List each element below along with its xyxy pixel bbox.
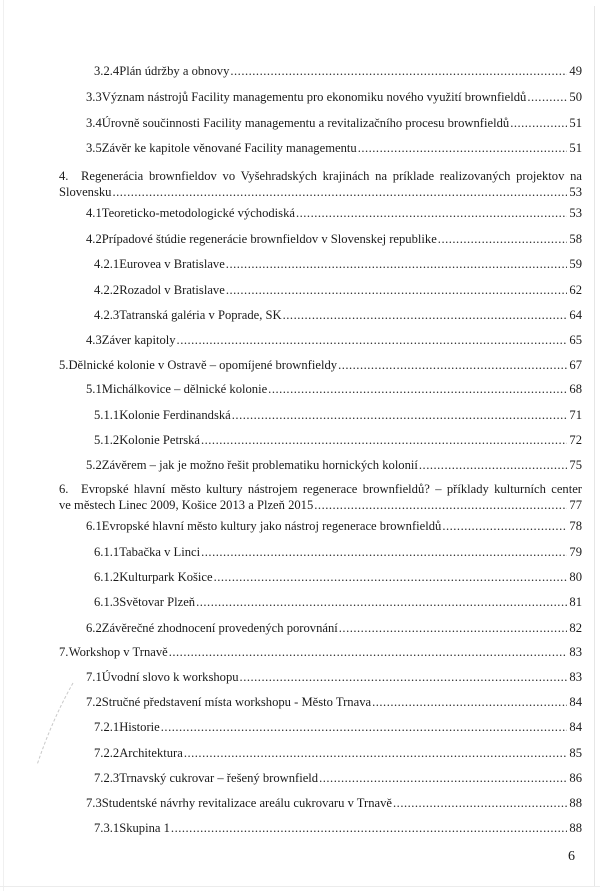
- toc-title: Závěrečné zhodnocení provedených porovnání: [101, 621, 338, 635]
- scan-edge-bottom: [0, 886, 600, 887]
- toc-page: 84: [569, 695, 582, 709]
- toc-title: Význam nástrojů Facility managementu pro ekonomiku nového využití brownfieldů: [101, 90, 527, 104]
- dot-leader: [527, 89, 567, 105]
- toc-number: 7.2.3: [94, 771, 120, 785]
- toc-number: 6.: [59, 482, 69, 496]
- toc-title: Úvodní slovo k workshopu: [101, 670, 239, 684]
- toc-title: Kolonie Petrská: [119, 433, 200, 447]
- toc-page: 88: [569, 821, 582, 835]
- dot-leader: [177, 332, 568, 348]
- toc-number: 7.2: [86, 695, 102, 709]
- dot-leader: [226, 256, 568, 272]
- toc-title: Rozadol v Bratislave: [119, 283, 225, 297]
- page-number: 6: [568, 849, 575, 864]
- dot-leader: [240, 669, 568, 685]
- toc-title: Regenerácia brownfieldov vo Vyšehradských krajinách na príklade realizovaných projektov na: [81, 169, 582, 183]
- dot-leader: [314, 497, 567, 513]
- toc-number: 6.1.3: [94, 595, 120, 609]
- toc-number: 7.2.1: [94, 720, 120, 734]
- dot-leader: [338, 357, 567, 373]
- toc-page: 71: [569, 408, 582, 422]
- dot-leader: [283, 307, 568, 323]
- toc-page: 85: [569, 746, 582, 760]
- toc-page: 81: [569, 595, 582, 609]
- dot-leader: [226, 282, 568, 298]
- dot-leader: [268, 381, 567, 397]
- toc-title-continued: Slovensku: [59, 185, 112, 199]
- toc-page: 75: [569, 458, 582, 472]
- dot-leader: [171, 820, 567, 836]
- toc-title: Plán údržby a obnovy: [119, 64, 230, 78]
- toc-page: 51: [569, 141, 582, 155]
- toc-number: 5.: [59, 358, 69, 372]
- toc-page: 77: [569, 498, 582, 512]
- toc-page: 58: [569, 232, 582, 246]
- toc-page: 88: [569, 796, 582, 810]
- toc-number: 3.5: [86, 141, 102, 155]
- dot-leader: [393, 795, 567, 811]
- toc-title: Evropské hlavní město kultury nástrojem regenerace brownfieldů? – příklady kulturních center: [81, 482, 582, 496]
- dot-leader: [339, 620, 568, 636]
- toc-title: Eurovea v Bratislave: [119, 257, 225, 271]
- toc-number: 7.: [59, 645, 69, 659]
- toc-page: 51: [569, 116, 582, 130]
- toc-title: Tatranská galéria v Poprade, SK: [119, 308, 282, 322]
- toc-number: 5.1.1: [94, 408, 120, 422]
- toc-page: 59: [569, 257, 582, 271]
- toc-page: 84: [569, 720, 582, 734]
- dot-leader: [296, 205, 567, 221]
- toc-page: 67: [569, 358, 582, 372]
- dot-leader: [169, 644, 568, 660]
- toc-page: 80: [569, 570, 582, 584]
- toc-title: Kulturpark Košice: [119, 570, 213, 584]
- dot-leader: [358, 140, 568, 156]
- toc-title: Evropské hlavní město kultury jako nástroj regenerace brownfieldů: [101, 519, 442, 533]
- toc-number: 5.1.2: [94, 433, 120, 447]
- toc-number: 4.: [59, 169, 69, 183]
- toc-number: 4.1: [86, 206, 102, 220]
- dot-leader: [232, 407, 568, 423]
- toc-title: Úrovně součinnosti Facility managementu a revitalizačního procesu brownfieldů: [101, 116, 510, 130]
- toc-title: Michálkovice – dělnické kolonie: [101, 382, 268, 396]
- toc-number: 4.2.1: [94, 257, 120, 271]
- toc-title: Teoreticko-metodologické východiská: [101, 206, 295, 220]
- dot-leader: [372, 694, 567, 710]
- toc-title: Studentské návrhy revitalizace areálu cukrovaru v Trnavě: [101, 796, 393, 810]
- toc-title: Workshop v Trnavě: [68, 645, 168, 659]
- toc-number: 5.1: [86, 382, 102, 396]
- toc-title-continued: ve městech Linec 2009, Košice 2013 a Plzeň 2015: [59, 498, 314, 512]
- toc-number: 4.2: [86, 232, 102, 246]
- toc-page: 78: [569, 519, 582, 533]
- toc-number: 6.1: [86, 519, 102, 533]
- dot-leader: [214, 569, 568, 585]
- dot-leader: [230, 63, 567, 79]
- toc-number: 6.1.2: [94, 570, 120, 584]
- toc-number: 7.2.2: [94, 746, 120, 760]
- toc-number: 7.3: [86, 796, 102, 810]
- toc-page: 50: [569, 90, 582, 104]
- toc-number: 4.2.3: [94, 308, 120, 322]
- toc-page: 83: [569, 645, 582, 659]
- scan-edge-left: [3, 0, 4, 891]
- toc-title: Kolonie Ferdinandská: [119, 408, 231, 422]
- toc-title: Záver kapitoly: [101, 333, 176, 347]
- toc-number: 4.3: [86, 333, 102, 347]
- toc-title: Tabačka v Linci: [119, 545, 201, 559]
- toc-title: Prípadové štúdie regenerácie brownfieldov v Slovenskej republike: [101, 232, 437, 246]
- toc-title: Světovar Plzeň: [119, 595, 196, 609]
- toc-page: 62: [569, 283, 582, 297]
- dot-leader: [319, 770, 567, 786]
- dot-leader: [196, 594, 567, 610]
- dot-leader: [510, 115, 567, 131]
- toc-title: Skupina 1: [119, 821, 170, 835]
- toc-page: 82: [569, 621, 582, 635]
- dot-leader: [419, 457, 568, 473]
- toc-title: Historie: [119, 720, 160, 734]
- toc-page: 72: [569, 433, 582, 447]
- dot-leader: [161, 719, 568, 735]
- toc-title: Stručné představení místa workshopu - Město Trnava: [101, 695, 372, 709]
- toc-number: 5.2: [86, 458, 102, 472]
- toc-page: 53: [569, 185, 582, 199]
- toc-page: 68: [569, 382, 582, 396]
- toc-page: 86: [569, 771, 582, 785]
- dot-leader: [112, 184, 567, 200]
- toc-page: 79: [569, 545, 582, 559]
- toc-title: Závěr ke kapitole věnované Facility managementu: [101, 141, 357, 155]
- toc-number: 7.1: [86, 670, 102, 684]
- dot-leader: [442, 518, 567, 534]
- toc-number: 3.4: [86, 116, 102, 130]
- toc-title: Závěrem – jak je možno řešit problematiku hornických kolonií: [101, 458, 418, 472]
- toc-page: 65: [569, 333, 582, 347]
- toc-page: 64: [569, 308, 582, 322]
- toc-page: 49: [569, 64, 582, 78]
- toc-number: 7.3.1: [94, 821, 120, 835]
- toc-number: 3.3: [86, 90, 102, 104]
- toc-page: 53: [569, 206, 582, 220]
- dot-leader: [184, 745, 568, 761]
- dot-leader: [201, 432, 567, 448]
- scan-edge-right: [594, 6, 595, 886]
- toc-number: 6.1.1: [94, 545, 120, 559]
- dot-leader: [201, 544, 567, 560]
- toc-number: 6.2: [86, 621, 102, 635]
- toc-page: 83: [569, 670, 582, 684]
- toc-number: 3.2.4: [94, 64, 120, 78]
- toc-title: Dělnické kolonie v Ostravě – opomíjené brownfieldy: [68, 358, 338, 372]
- dot-leader: [438, 231, 568, 247]
- toc-number: 4.2.2: [94, 283, 120, 297]
- toc-title: Architektura: [119, 746, 183, 760]
- toc-title: Trnavský cukrovar – řešený brownfield: [119, 771, 319, 785]
